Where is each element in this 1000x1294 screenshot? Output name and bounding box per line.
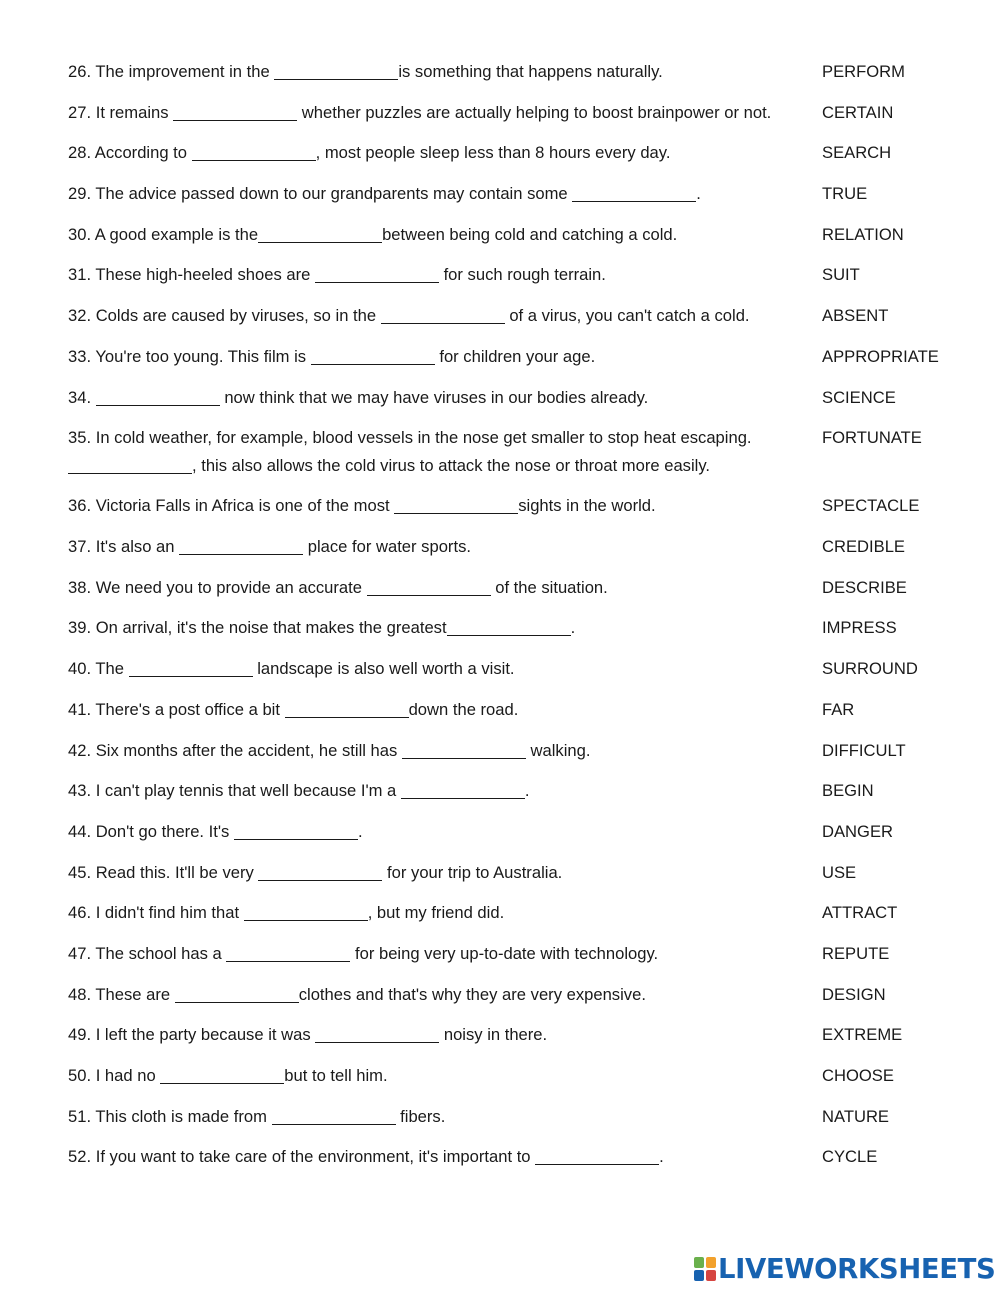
- question-row: [68, 655, 948, 683]
- question-number: 35.: [68, 428, 92, 448]
- question-text: [68, 139, 810, 167]
- question-number: 31.: [68, 265, 92, 285]
- question-text: [68, 818, 810, 846]
- question-text-before: I didn't find him that: [95, 903, 244, 923]
- root-word: DIFFICULT: [822, 740, 906, 760]
- question-row: [68, 221, 948, 249]
- question-text-before: I can't play tennis that well because I'm a: [95, 781, 401, 801]
- question-row: [68, 139, 948, 167]
- question-number: 34.: [68, 387, 92, 407]
- question-row: [68, 58, 948, 86]
- question-text-before: This cloth is made from: [95, 1106, 272, 1126]
- question-text-before: You're too young. This film is: [95, 346, 311, 366]
- question-text: [68, 384, 810, 412]
- question-text: [68, 737, 810, 765]
- question-number: 26.: [68, 62, 92, 81]
- root-word: NATURE: [822, 1106, 889, 1126]
- root-word: CREDIBLE: [822, 537, 905, 557]
- question-text-after: place for water sports.: [303, 537, 471, 557]
- root-word: EXTREME: [822, 1025, 903, 1045]
- answer-blank[interactable]: [394, 512, 518, 514]
- root-word: DESIGN: [822, 984, 886, 1004]
- root-word: SURROUND: [822, 659, 918, 679]
- question-text: [68, 1021, 810, 1049]
- question-text: [68, 302, 810, 330]
- question-text-before: It's also an: [95, 537, 180, 557]
- root-word: IMPRESS: [822, 618, 897, 638]
- question-number: 28.: [68, 143, 92, 163]
- question-row: [68, 737, 948, 765]
- question-number: 43.: [68, 781, 92, 801]
- question-row: [68, 261, 948, 289]
- answer-blank[interactable]: [129, 675, 253, 677]
- answer-blank[interactable]: [244, 919, 368, 921]
- question-row: [68, 533, 948, 561]
- question-number: 46.: [68, 903, 92, 923]
- question-text: [68, 343, 810, 371]
- question-text-before: According to: [94, 143, 192, 163]
- question-number: 41.: [68, 699, 92, 719]
- question-text: [68, 614, 810, 642]
- question-row: [68, 777, 948, 805]
- question-row: [68, 424, 948, 479]
- root-word: CHOOSE: [822, 1066, 894, 1085]
- root-word: RELATION: [822, 224, 904, 244]
- question-text-before: The: [95, 659, 129, 679]
- question-text: [68, 1143, 810, 1171]
- question-text-before: Read this. It'll be very: [95, 862, 259, 882]
- question-row: [68, 99, 948, 127]
- question-text-before: Don't go there. It's: [95, 821, 234, 841]
- question-text: [68, 533, 810, 561]
- question-number: 29.: [68, 184, 92, 204]
- question-text-after: .: [570, 618, 576, 638]
- question-text-before: The improvement in the: [95, 62, 275, 81]
- answer-blank[interactable]: [285, 716, 409, 718]
- question-number: 33.: [68, 346, 92, 366]
- question-number: 37.: [68, 537, 92, 557]
- root-word: PERFORM: [822, 62, 905, 81]
- root-word: FORTUNATE: [822, 428, 922, 448]
- question-text-after: walking.: [525, 740, 591, 760]
- question-number: 51.: [68, 1106, 92, 1126]
- question-text-after: noisy in there.: [439, 1025, 548, 1045]
- question-row: [68, 492, 948, 520]
- liveworksheets-icon: [694, 1257, 716, 1281]
- root-word: APPROPRIATE: [822, 346, 939, 366]
- question-text-after: clothes and that's why they are very expensive.: [298, 984, 646, 1004]
- root-word: USE: [822, 862, 857, 882]
- worksheet: [68, 58, 948, 1184]
- answer-blank[interactable]: [179, 553, 303, 555]
- question-text: [68, 221, 810, 249]
- answer-blank[interactable]: [96, 404, 220, 406]
- question-text: [68, 1103, 810, 1131]
- question-number: 36.: [68, 496, 92, 516]
- question-text: [68, 574, 810, 602]
- question-row: [68, 614, 948, 642]
- question-number: 48.: [68, 984, 92, 1004]
- question-text-before: In cold weather, for example, blood vessels in the nose get smaller to stop heat escaping.: [95, 428, 752, 448]
- question-text: [68, 899, 810, 927]
- answer-blank[interactable]: [535, 1163, 659, 1165]
- question-row: [68, 384, 948, 412]
- question-row: [68, 1143, 948, 1171]
- question-text-after: landscape is also well worth a visit.: [252, 659, 515, 679]
- root-word: TRUE: [822, 184, 868, 204]
- root-word: SEARCH: [822, 143, 892, 163]
- question-text-after: of the situation.: [490, 577, 608, 597]
- question-text: [68, 424, 810, 479]
- question-text: [68, 99, 810, 127]
- root-word: REPUTE: [822, 943, 890, 963]
- answer-blank[interactable]: [258, 241, 382, 243]
- question-text-before: The advice passed down to our grandparents may contain some: [95, 184, 573, 204]
- question-text-before: I left the party because it was: [95, 1025, 316, 1045]
- question-text-after: .: [524, 781, 530, 801]
- question-number: 44.: [68, 821, 92, 841]
- answer-blank[interactable]: [315, 281, 439, 283]
- question-text-after: now think that we may have viruses in our bodies already.: [219, 387, 649, 407]
- question-number: 42.: [68, 740, 92, 760]
- question-text-after: for children your age.: [434, 346, 596, 366]
- question-number: 38.: [68, 577, 92, 597]
- question-text-after: for being very up-to-date with technology.: [350, 943, 659, 963]
- question-row: [68, 343, 948, 371]
- question-text: [68, 777, 810, 805]
- question-row: [68, 696, 948, 724]
- answer-blank[interactable]: [367, 594, 491, 596]
- question-row: [68, 1021, 948, 1049]
- question-text-before: On arrival, it's the noise that makes the greatest: [95, 618, 447, 638]
- question-number: 52.: [68, 1147, 92, 1167]
- answer-blank[interactable]: [192, 159, 316, 161]
- question-text-before: Victoria Falls in Africa is one of the most: [95, 496, 395, 516]
- question-text-after: .: [357, 821, 363, 841]
- question-row: [68, 302, 948, 330]
- answer-blank[interactable]: [402, 757, 526, 759]
- answer-blank[interactable]: [68, 472, 192, 474]
- answer-blank[interactable]: [572, 200, 696, 202]
- question-text-after: for such rough terrain.: [438, 265, 606, 285]
- logo-text: LIVEWORKSHEETS: [718, 1253, 996, 1285]
- root-word: FAR: [822, 699, 855, 719]
- question-text-after: fibers.: [395, 1106, 446, 1126]
- question-row: [68, 1062, 948, 1090]
- answer-blank[interactable]: [175, 1001, 299, 1003]
- root-word: CYCLE: [822, 1147, 878, 1167]
- question-text: [68, 655, 810, 683]
- question-text-before: These high-heeled shoes are: [95, 265, 315, 285]
- answer-blank[interactable]: [447, 634, 571, 636]
- answer-blank[interactable]: [226, 960, 350, 962]
- question-text: [68, 180, 810, 208]
- answer-blank[interactable]: [258, 879, 382, 881]
- question-number: 47.: [68, 943, 92, 963]
- question-text-before: Six months after the accident, he still has: [95, 740, 402, 760]
- question-text: [68, 58, 810, 86]
- question-text-before: If you want to take care of the environment, it's important to: [95, 1147, 536, 1167]
- question-number: 40.: [68, 659, 92, 679]
- question-text-before: We need you to provide an accurate: [95, 577, 367, 597]
- question-number: 50.: [68, 1066, 92, 1085]
- answer-blank[interactable]: [274, 78, 398, 80]
- root-word: BEGIN: [822, 781, 874, 801]
- question-text-after: whether puzzles are actually helping to boost brainpower or not.: [297, 102, 772, 122]
- root-word: SPECTACLE: [822, 496, 920, 516]
- question-text-after: .: [659, 1147, 664, 1167]
- question-text-after: but to tell him.: [284, 1066, 388, 1085]
- question-text-after: down the road.: [408, 699, 519, 719]
- root-word: SUIT: [822, 265, 860, 285]
- question-row: [68, 940, 948, 968]
- question-number: 39.: [68, 618, 92, 638]
- question-text-before: I had no: [95, 1066, 161, 1085]
- question-text-after: is something that happens naturally.: [398, 62, 663, 81]
- question-number: 32.: [68, 306, 92, 326]
- question-text: [68, 261, 810, 289]
- question-text-before: It remains: [95, 102, 174, 122]
- root-word: SCIENCE: [822, 387, 896, 407]
- question-text: [68, 696, 810, 724]
- answer-blank[interactable]: [272, 1123, 396, 1125]
- question-text-before: Colds are caused by viruses, so in the: [95, 306, 381, 326]
- question-text-after: for your trip to Australia.: [382, 862, 563, 882]
- question-text: [68, 859, 810, 887]
- answer-blank[interactable]: [160, 1082, 284, 1084]
- question-text-after: of a virus, you can't catch a cold.: [504, 306, 750, 326]
- question-text-before: A good example is the: [94, 224, 259, 244]
- question-text-after: , most people sleep less than 8 hours every day.: [315, 143, 671, 163]
- question-text-before: The school has a: [95, 943, 227, 963]
- question-number: 27.: [68, 102, 92, 122]
- root-word: ABSENT: [822, 306, 889, 326]
- question-text-after: sights in the world.: [518, 496, 656, 516]
- root-word: DANGER: [822, 821, 893, 841]
- question-text-after: between being cold and catching a cold.: [382, 224, 678, 244]
- question-text-before: These are: [95, 984, 175, 1004]
- answer-blank[interactable]: [401, 797, 525, 799]
- question-text-after: , but my friend did.: [367, 903, 505, 923]
- question-number: 49.: [68, 1025, 92, 1045]
- question-text-after: .: [696, 184, 701, 204]
- question-number: 30.: [68, 224, 92, 244]
- answer-blank[interactable]: [234, 838, 358, 840]
- question-text: [68, 940, 810, 968]
- root-word: CERTAIN: [822, 102, 894, 122]
- question-text: [68, 981, 810, 1009]
- question-text: [68, 492, 810, 520]
- question-number: 45.: [68, 862, 92, 882]
- answer-blank[interactable]: [315, 1041, 439, 1043]
- question-text-after: , this also allows the cold virus to attack the nose or throat more easily.: [192, 455, 711, 475]
- question-text: [68, 1062, 810, 1090]
- question-text-before: There's a post office a bit: [95, 699, 285, 719]
- root-word: DESCRIBE: [822, 577, 907, 597]
- answer-blank[interactable]: [173, 119, 297, 121]
- question-row: [68, 180, 948, 208]
- question-row: [68, 1103, 948, 1131]
- question-row: [68, 899, 948, 927]
- question-row: [68, 818, 948, 846]
- question-row: [68, 574, 948, 602]
- liveworksheets-logo[interactable]: [694, 1252, 995, 1286]
- answer-blank[interactable]: [381, 322, 505, 324]
- answer-blank[interactable]: [311, 363, 435, 365]
- question-row: [68, 981, 948, 1009]
- root-word: ATTRACT: [822, 903, 898, 923]
- question-row: [68, 859, 948, 887]
